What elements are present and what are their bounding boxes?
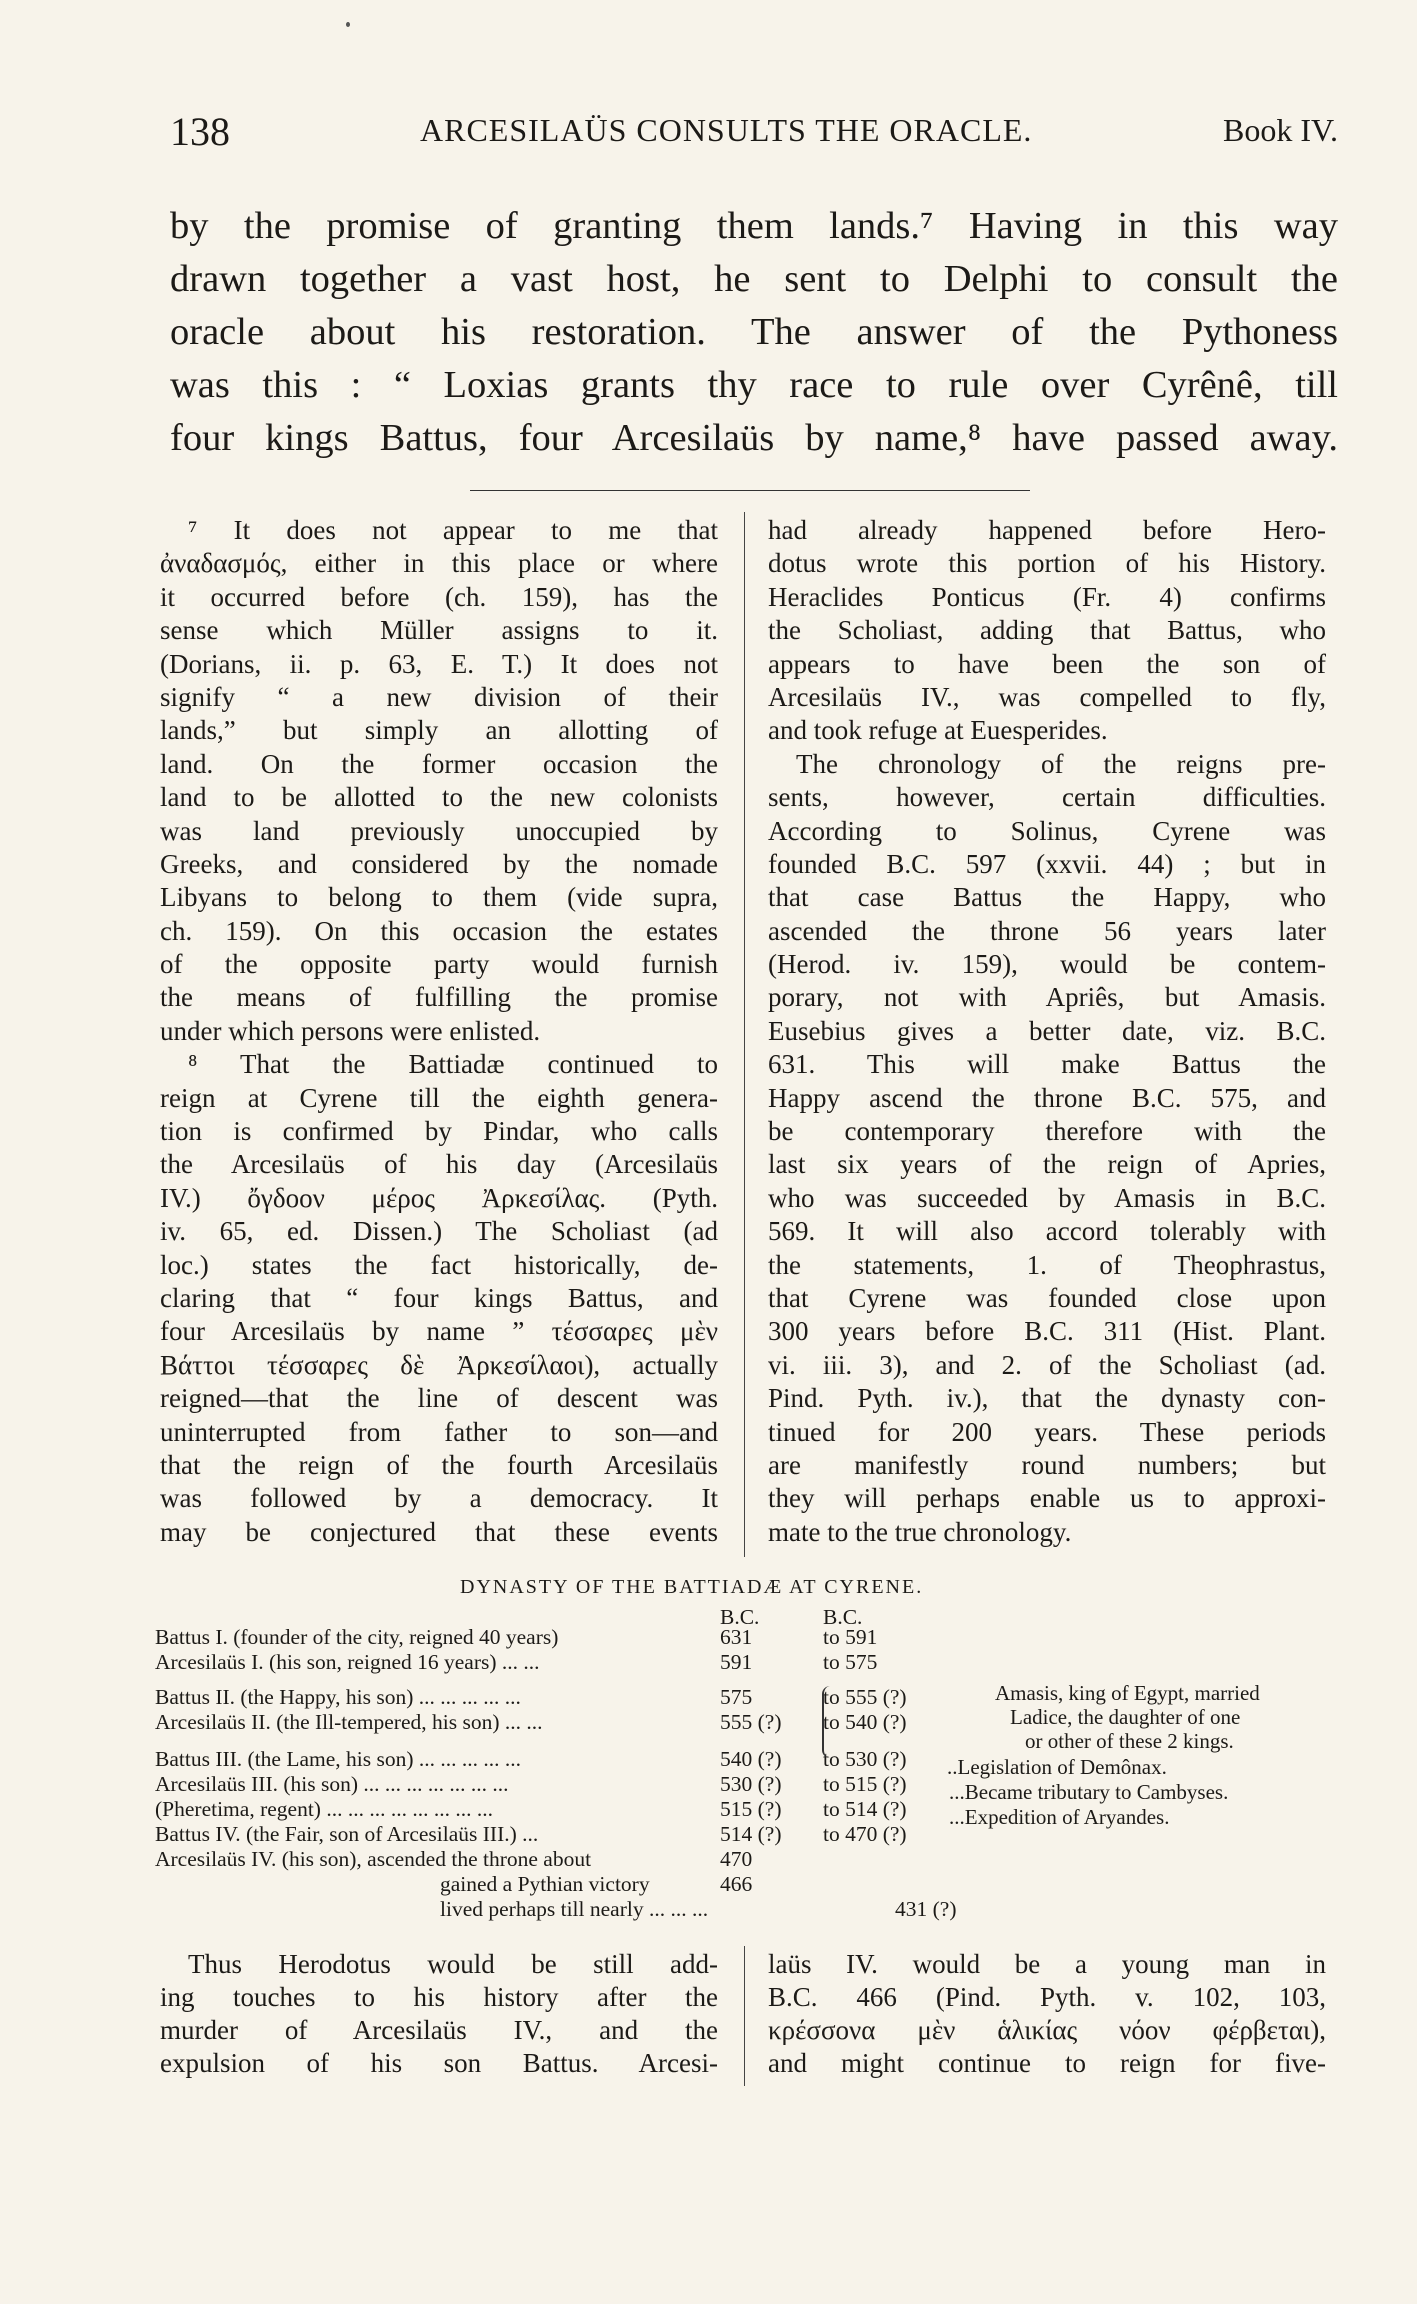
footnote-line: reigned—that the line of descent was: [160, 1383, 718, 1414]
column-divider: [744, 1946, 745, 2086]
footnotes-right-column: [768, 514, 1326, 1549]
dynasty-title: DYNASTY OF THE BATTIADÆ AT CYRENE.: [460, 1576, 924, 1598]
footnote-line: was followed by a democracy. It: [160, 1483, 718, 1514]
footnote-line: sents, however, certain difficulties.: [768, 782, 1326, 813]
body-line: murder of Arcesilaüs IV., and the: [160, 2015, 718, 2045]
footnote-line: lands,” but simply an allotting of: [160, 715, 718, 746]
footnote-line: who was succeeded by Amasis in B.C.: [768, 1182, 1326, 1213]
ruler-name: Battus IV. (the Fair, son of Arcesilaüs III.) ...: [155, 1822, 539, 1846]
event-note: Ladice, the daughter of one: [1010, 1705, 1241, 1729]
footnote-line: was land previously unoccupied by: [160, 815, 718, 846]
main-line: by the promise of granting them lands.⁷ Having in this way: [170, 205, 1338, 247]
event-note: Amasis, king of Egypt, married: [995, 1681, 1260, 1705]
ruler-name: Battus I. (founder of the city, reigned 40 years): [155, 1625, 559, 1649]
footnote-line: vi. iii. 3), and 2. of the Scholiast (ad.: [768, 1349, 1326, 1380]
ruler-name: Battus III. (the Lame, his son) ... ... ... ... ...: [155, 1747, 522, 1771]
dynasty-row: [155, 1847, 753, 1872]
footnote-line: it occurred before (ch. 159), has the: [160, 581, 718, 612]
ruler-name: Arcesilaüs IV. (his son), ascended the throne about: [155, 1847, 592, 1871]
footnote-line: under which persons were enlisted.: [160, 1015, 541, 1046]
reign-to: to 514 (?): [823, 1797, 907, 1821]
dynasty-row: [440, 1897, 957, 1922]
page-header: [170, 108, 1338, 152]
reign-from: 470: [720, 1847, 753, 1871]
book-label: Book IV.: [1223, 112, 1338, 148]
reign-from: 575: [720, 1685, 753, 1709]
body-line: B.C. 466 (Pind. Pyth. v. 102, 103,: [768, 1982, 1326, 2012]
footnote-line: last six years of the reign of Apries,: [768, 1149, 1326, 1180]
footnote-line: dotus wrote this portion of his History.: [768, 548, 1326, 579]
footnote-line: and took refuge at Euesperides.: [768, 715, 1108, 746]
body-line: expulsion of his son Battus. Arcesi-: [160, 2048, 718, 2078]
footnote-line: are manifestly round numbers; but: [768, 1449, 1326, 1480]
footnote-line: uninterrupted from father to son—and: [160, 1416, 718, 1447]
footnote-line: ⁸ That the Battiadæ continued to: [188, 1049, 718, 1080]
ruler-name: Battus II. (the Happy, his son) ... ... ... ... ...: [155, 1685, 521, 1709]
dynasty-row: [155, 1625, 878, 1650]
footnote-line: signify “ a new division of their: [160, 681, 718, 712]
body-line: laüs IV. would be a young man in: [768, 1949, 1326, 1979]
event-note: ...Became tributary to Cambyses.: [949, 1780, 1229, 1804]
footnote-line: The chronology of the reigns pre-: [796, 748, 1326, 779]
footnote-line: Libyans to belong to them (vide supra,: [160, 882, 718, 913]
footnote-line: IV.) ὄγδοον μέρος Ἀρκεσίλας. (Pyth.: [160, 1182, 718, 1213]
reign-from: 466: [720, 1872, 753, 1896]
footnote-line: Pind. Pyth. iv.), that the dynasty con-: [768, 1383, 1326, 1414]
footnote-line: According to Solinus, Cyrene was: [768, 815, 1326, 846]
footnotes-left-column: [160, 514, 718, 1549]
main-text: [170, 200, 1338, 465]
footnote-line: Greeks, and considered by the nomade: [160, 848, 718, 879]
footnote-line: 631. This will make Battus the: [768, 1049, 1326, 1080]
reign-to: to 470 (?): [823, 1822, 907, 1846]
footnote-line: four Arcesilaüs by name ” τέσσαρες μὲν: [160, 1316, 718, 1347]
ruler-name: Arcesilaüs I. (his son, reigned 16 years) ... ...: [155, 1650, 540, 1674]
footnote-line: Βάττοι τέσσαρες δὲ Ἀρκεσίλαοι), actually: [160, 1349, 718, 1380]
footnote-line: Happy ascend the throne B.C. 575, and: [768, 1082, 1326, 1113]
footnote-line: of the opposite party would furnish: [160, 949, 718, 980]
main-line: four kings Battus, four Arcesilaüs by name,⁸ have passed away.: [170, 417, 1338, 459]
reign-from: 530 (?): [720, 1772, 782, 1796]
dynasty-row: [155, 1797, 907, 1822]
footnote-line: tion is confirmed by Pindar, who calls: [160, 1116, 718, 1147]
footnote-line: Arcesilaüs IV., was compelled to fly,: [768, 681, 1326, 712]
footnote-line: claring that “ four kings Battus, and: [160, 1282, 718, 1313]
dynasty-row: [155, 1650, 878, 1675]
footnote-line: be contemporary therefore with the: [768, 1116, 1326, 1147]
main-line: drawn together a vast host, he sent to Delphi to consult the: [170, 258, 1338, 300]
footnote-line: the Scholiast, adding that Battus, who: [768, 615, 1326, 646]
footnote-line: land. On the former occasion the: [160, 748, 718, 779]
footnote-line: the means of fulfilling the promise: [160, 982, 718, 1013]
bottom-left-column: [160, 1948, 718, 2080]
footnote-line: Eusebius gives a better date, viz. B.C.: [768, 1015, 1326, 1046]
footnote-line: may be conjectured that these events: [160, 1516, 718, 1547]
col-head-from: B.C.: [720, 1605, 760, 1629]
dynasty-row: [155, 1685, 907, 1710]
footnote-line: Heraclides Ponticus (Fr. 4) confirms: [768, 581, 1326, 612]
footnote-line: had already happened before Hero-: [768, 515, 1326, 545]
reign-from: 631: [720, 1625, 753, 1649]
footnote-line: (Herod. iv. 159), would be contem-: [768, 949, 1326, 980]
bottom-right-column: [768, 1948, 1326, 2080]
dynasty-row: [155, 1822, 907, 1847]
reign-to: to 515 (?): [823, 1772, 907, 1796]
page-speck: [346, 22, 350, 27]
footnote-line: appears to have been the son of: [768, 648, 1326, 679]
event-note: ...Expedition of Aryandes.: [949, 1805, 1170, 1829]
footnote-line: ascended the throne 56 years later: [768, 915, 1326, 946]
footnote-line: the Arcesilaüs of his day (Arcesilaüs: [160, 1149, 718, 1180]
footnote-line: the statements, 1. of Theophrastus,: [768, 1249, 1326, 1280]
reign-to: to 555 (?): [823, 1685, 907, 1709]
reign-from: 514 (?): [720, 1822, 782, 1846]
dynasty-row: [155, 1772, 907, 1797]
reign-from: 431 (?): [895, 1897, 957, 1921]
reign-to: to 540 (?): [823, 1710, 907, 1734]
body-line: Thus Herodotus would be still add-: [188, 1949, 718, 1979]
reign-to: to 530 (?): [823, 1747, 907, 1771]
footnote-line: reign at Cyrene till the eighth genera-: [160, 1082, 718, 1113]
body-line: and might continue to reign for five-: [768, 2048, 1326, 2078]
dynasty-row: [155, 1710, 907, 1735]
footnote-line: they will perhaps enable us to approxi-: [768, 1483, 1326, 1514]
page-number: 138: [170, 109, 230, 154]
event-note: or other of these 2 kings.: [1025, 1729, 1234, 1753]
event-note: ..Legislation of Demônax.: [947, 1755, 1167, 1779]
footnote-line: porary, not with Apriês, but Amasis.: [768, 982, 1326, 1013]
footnote-line: iv. 65, ed. Dissen.) The Scholiast (ad: [160, 1216, 718, 1247]
footnote-line: founded B.C. 597 (xxvii. 44) ; but in: [768, 848, 1326, 879]
footnote-line: 300 years before B.C. 311 (Hist. Plant.: [768, 1316, 1326, 1347]
reign-from: 515 (?): [720, 1797, 782, 1821]
main-line: oracle about his restoration. The answer of the Pythoness: [170, 311, 1338, 353]
footnote-line: that case Battus the Happy, who: [768, 882, 1326, 913]
reign-to: to 575: [823, 1650, 878, 1674]
footnote-line: loc.) states the fact historically, de-: [160, 1249, 718, 1280]
footnote-line: ἀναδασμός, either in this place or where: [160, 548, 718, 579]
footnote-line: (Dorians, ii. p. 63, E. T.) It does not: [160, 648, 718, 679]
ruler-name: lived perhaps till nearly ... ... ...: [440, 1897, 709, 1921]
footnote-line: that Cyrene was founded close upon: [768, 1282, 1326, 1313]
footnote-line: sense which Müller assigns to it.: [160, 615, 718, 646]
footnote-line: ch. 159). On this occasion the estates: [160, 915, 718, 946]
ruler-name: gained a Pythian victory: [440, 1872, 650, 1896]
footnote-line: that the reign of the fourth Arcesilaüs: [160, 1449, 718, 1480]
footnote-line: mate to the true chronology.: [768, 1516, 1072, 1547]
ruler-name: (Pheretima, regent) ... ... ... ... ... ... ... ...: [155, 1797, 493, 1821]
reign-from: 540 (?): [720, 1747, 782, 1771]
footnote-line: ⁷ It does not appear to me that: [188, 515, 718, 545]
dynasty-row: [155, 1747, 907, 1772]
footnote-line: land to be allotted to the new colonists: [160, 782, 718, 813]
running-title: ARCESILAÜS CONSULTS THE ORACLE.: [420, 112, 1033, 148]
reign-from: 591: [720, 1650, 753, 1674]
footnote-rule: [470, 490, 1030, 491]
footnote-line: tinued for 200 years. These periods: [768, 1416, 1326, 1447]
event-brace: [822, 1686, 834, 1758]
reign-to: to 591: [823, 1625, 878, 1649]
main-line: was this : “ Loxias grants thy race to rule over Cyrênê, till: [170, 364, 1338, 406]
ruler-name: Arcesilaüs III. (his son) ... ... ... ... ... ... ...: [155, 1772, 509, 1796]
dynasty-row: [440, 1872, 753, 1897]
col-head-to: B.C.: [823, 1605, 863, 1629]
footnote-line: 569. It will also accord tolerably with: [768, 1216, 1326, 1247]
reign-from: 555 (?): [720, 1710, 782, 1734]
body-line: ing touches to his history after the: [160, 1982, 718, 2012]
ruler-name: Arcesilaüs II. (the Ill-tempered, his son) ... ...: [155, 1710, 543, 1734]
column-divider: [744, 512, 745, 1557]
body-line: κρέσσονα μὲν ἁλικίας νόον φέρβεται),: [768, 2015, 1326, 2045]
